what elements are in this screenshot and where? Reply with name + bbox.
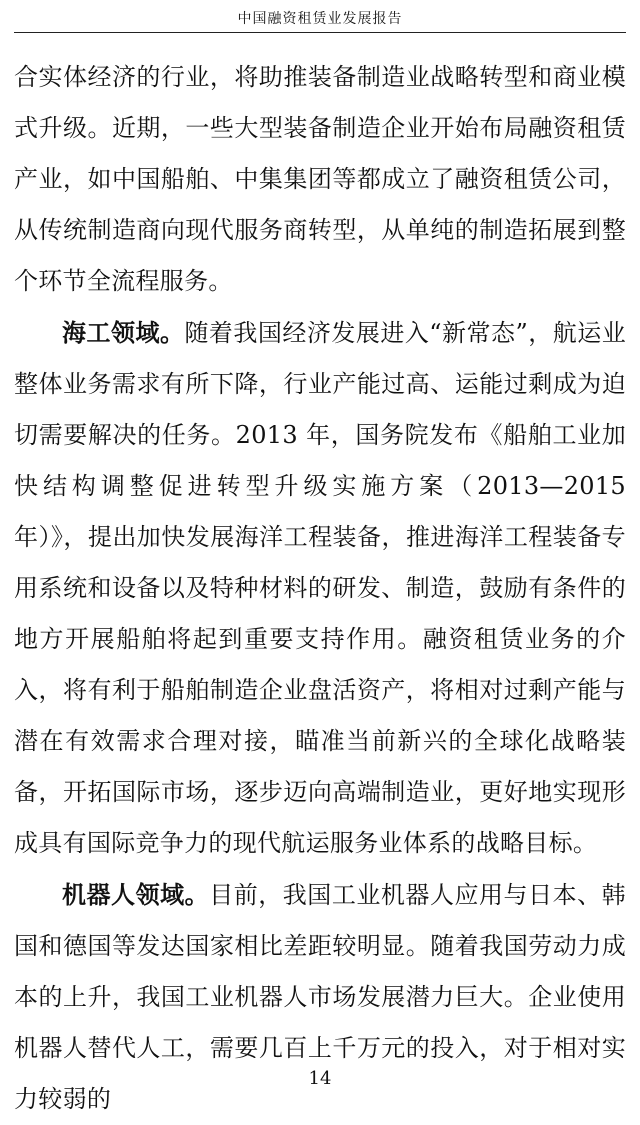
section-lead-robotics: 机器人领域。 bbox=[62, 880, 210, 909]
paragraph-text: 目前，我国工业机器人应用与日本、韩国和德国等发达国家相比差距较明显。随着我国劳动力成本的上升，我国工业机器人市场发展潜力巨大。企业使用机器人替代人工，需要几百上千万元的投入，对于相对实力较弱的 bbox=[14, 881, 626, 1113]
page-number: 14 bbox=[308, 1068, 332, 1089]
header-divider bbox=[14, 32, 626, 33]
paragraph-text: 随着我国经济发展进入“新常态”，航运业整体业务需求有所下降，行业产能过高、运能过剩成为迫切需要解决的任务。2013 年，国务院发布《船舶工业加快结构调整促进转型升级实施方案（2013—2015 年）》，提出加快发展海洋工程装备，推进海洋工程装备专用系统和设备以及特种材料的研发、制造，鼓励有条件的地方开展船舶将起到重要支持作用。融资租赁业务的介入，将有利于船舶制造企业盘活资产，将相对过剩产能与潜在有效需求合理对接，瞄准当前新兴的全球化战略装备，开拓国际市场，逐步迈向高端制造业，更好地实现形成具有国际竞争力的现代航运服务业体系的战略目标。 bbox=[14, 319, 627, 857]
section-lead-offshore: 海工领域。 bbox=[62, 318, 185, 347]
document-body bbox=[14, 52, 626, 1125]
running-header: 中国融资租赁业发展报告 bbox=[237, 11, 403, 27]
paragraph-offshore-engineering bbox=[14, 307, 626, 869]
paragraph-continuation bbox=[14, 52, 626, 307]
paragraph-text: 合实体经济的行业，将助推装备制造业战略转型和商业模式升级。近期，一些大型装备制造企业开始布局融资租赁产业，如中国船舶、中集集团等都成立了融资租赁公司，从传统制造商向现代服务商转型，从单纯的制造拓展到整个环节全流程服务。 bbox=[14, 63, 626, 295]
